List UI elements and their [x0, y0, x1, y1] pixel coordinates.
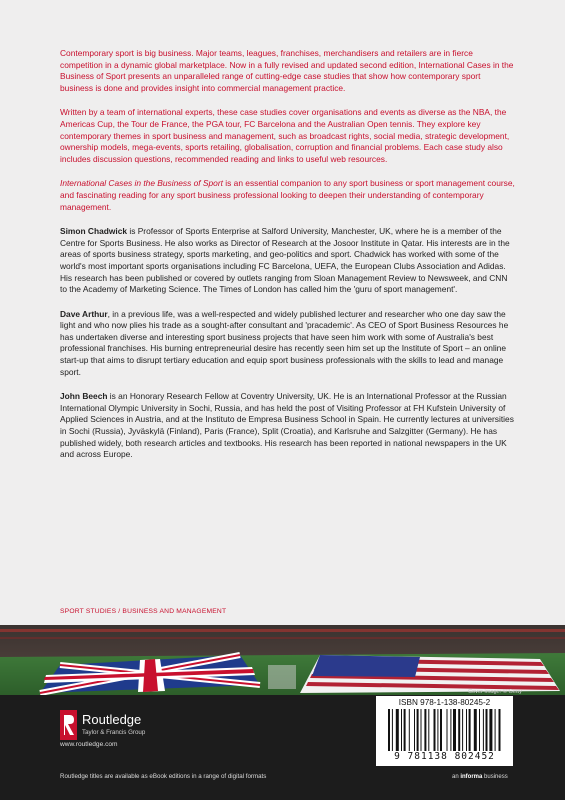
barcode-bar — [466, 709, 467, 751]
barcode-bar — [474, 709, 477, 751]
barcode-bar — [404, 709, 406, 751]
barcode-bar — [434, 709, 436, 751]
author-name: Dave Arthur — [60, 308, 108, 319]
informa-suffix: business — [482, 774, 508, 780]
author-bio-text: , in a previous life, was a well-respected and widely published lecturer and researcher who one day saw the light and who now plies his trade as a sought-after consultant and 'pracademic'. As CEO of Sport Business Resources he has undertaken diverse and interesting sport business projects that have seen him work with some of Australia's best professional franchises. His burning entrepreneurial desire has recently seen him set up the Institute of Sport – an online start-up that aims to disrupt tertiary education and equip sport business professionals with the skills to lead and manage sport. — [60, 308, 509, 377]
barcode-bar — [421, 709, 422, 751]
barcode-bar — [499, 709, 501, 751]
author-bio-arthur — [60, 309, 515, 379]
barcode-bar — [486, 709, 488, 751]
ebook-footnote: Routledge titles are available as eBook editions in a range of digital formats — [60, 773, 267, 780]
intro-paragraph-1: Contemporary sport is big business. Major teams, leagues, franchises, merchandisers and retailers are in fierce competition in a dynamic global marketplace. Now in a fully revised and updated second edition, International Cases in the Business of Sport presents an unparalleled range of cutting-edge case studies that show how contemporary sport business is done and provides insight into commercial management practice. — [60, 48, 514, 93]
intro-paragraph-2: Written by a team of international experts, these case studies cover organisations and events as diverse as the NBA, the Americas Cup, the Tour de France, the PGA tour, FC Barcelona and the Australian Open tennis. They explore key contemporary themes in sport business and management, such as broadcast rights, social media, strategic development, ownership models, mega-events, sports retailing, globalisation, corruption and financial problems. Each case study also includes discussion questions, recommended reading and links to useful web resources. — [60, 107, 510, 164]
publisher-group: Taylor & Francis Group — [82, 729, 146, 736]
barcode-bar — [440, 709, 442, 751]
barcode-bar — [424, 709, 426, 751]
barcode-bar — [417, 709, 419, 751]
barcode-bar — [428, 709, 429, 751]
barcode-bar — [469, 709, 471, 751]
barcode-bar — [458, 709, 460, 751]
author-name: John Beech — [60, 391, 108, 402]
barcode-bar — [388, 709, 390, 751]
barcode-bar — [401, 709, 402, 751]
informa-brand: informa — [460, 774, 483, 780]
stadium-photo-illustration — [0, 625, 565, 695]
author-bio-beech — [60, 391, 515, 461]
author-name: Simon Chadwick — [60, 226, 128, 237]
barcode-bar — [392, 709, 393, 751]
intro-paragraph-3 — [60, 178, 515, 213]
barcode-bar — [483, 709, 484, 751]
routledge-r-icon — [60, 710, 77, 740]
barcode-bar — [414, 709, 415, 751]
isbn-label: ISBN 978-1-138-80245-2 — [398, 698, 491, 707]
barcode-bar — [479, 709, 480, 751]
barcode-bar — [447, 709, 448, 751]
barcode-bar — [489, 709, 492, 751]
intro-paragraph-3-rest: is an essential companion to any sport business or sport management course, and fascinating reading for any sport business professional looking to deepen their understanding of contemporary management. — [60, 178, 515, 212]
author-bio-chadwick — [60, 226, 515, 296]
barcode-bar — [462, 709, 463, 751]
informa-business-tag — [452, 774, 508, 780]
barcode-bar — [437, 709, 438, 751]
book-title-italic: International Cases in the Business of Sport — [60, 178, 223, 189]
publisher-website: www.routledge.com — [60, 741, 118, 748]
publisher-name: Routledge — [82, 712, 142, 727]
barcode-bar — [450, 709, 451, 751]
barcode-bar — [396, 709, 399, 751]
barcode-digits: 9 781138 802452 — [394, 751, 495, 762]
subject-category: SPORT STUDIES / BUSINESS AND MANAGEMENT — [60, 608, 227, 615]
barcode-bar — [495, 709, 496, 751]
author-bio-text: is Professor of Sports Enterprise at Salford University, Manchester, UK, where he is a member of the Centre for Sports Business. He also works as Director of Research at the Josoor Institute in Qatar. His interests are in the areas of sports business strategy, sports marketing, and geo-politics and sport. Chadwick has worked with some of the world's most important sports organisations including FC Barcelona, UEFA, the European Clubs Association and Adidas. His research has been published or covered by outlets ranging from Sloan Management Review to Newsweek, and CNN to the Academy of Marketing Science. The Times of London has called him the 'guru of sport management'. — [60, 226, 510, 295]
barcode-bar — [409, 709, 410, 751]
barcode-bar — [453, 709, 456, 751]
text-column — [60, 48, 515, 474]
informa-prefix: an — [452, 774, 461, 780]
cover-image-credit: Cover image: © Getty — [468, 689, 522, 695]
stadium-flags-photo — [0, 625, 565, 695]
barcode — [388, 709, 501, 751]
isbn-barcode-box — [376, 696, 513, 766]
author-bio-text: is an Honorary Research Fellow at Coventry University, UK. He is an International Professor at the Russian International Olympic University in Sochi, Russia, and has held the post of Visiting Professor at FH Kufstein University of Applied Sciences in Austria, and at the Instituto de Empresa Business School in Spain. He currently lectures at universities in Sochi (Russia), Jyväskylä (Finland), Paris (France), Split (Croatia), and Karlsruhe and Salzgitter (Germany). He has published widely, both research articles and textbooks. His research has been reported in national newspapers in the UK and across Europe. — [60, 391, 514, 460]
us-flag — [300, 655, 560, 693]
